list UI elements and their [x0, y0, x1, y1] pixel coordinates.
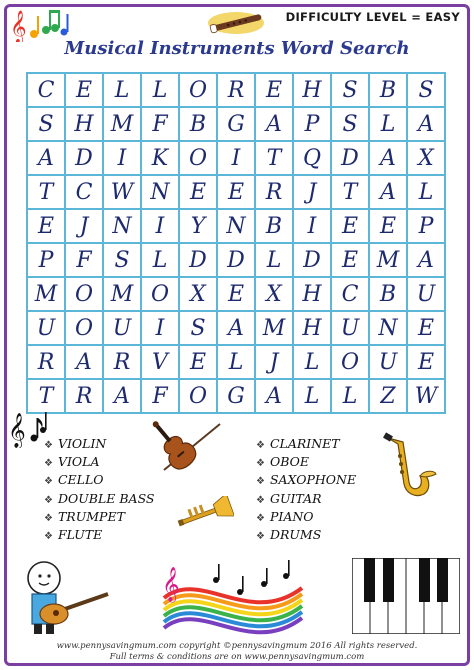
grid-cell[interactable]: X — [408, 142, 446, 176]
grid-cell[interactable]: R — [66, 380, 104, 414]
grid-cell[interactable]: L — [142, 244, 180, 278]
grid-cell[interactable]: C — [28, 74, 66, 108]
word-label: VIOLIN — [57, 436, 107, 451]
grid-cell[interactable]: I — [142, 210, 180, 244]
grid-cell[interactable]: L — [256, 244, 294, 278]
grid-cell[interactable]: M — [104, 108, 142, 142]
grid-cell[interactable]: H — [66, 108, 104, 142]
bullet-icon: ❖ — [256, 440, 265, 451]
svg-text:𝄞: 𝄞 — [8, 413, 26, 448]
grid-cell[interactable]: L — [294, 346, 332, 380]
violin-icon — [150, 420, 224, 486]
grid-cell[interactable]: N — [104, 210, 142, 244]
grid-cell[interactable]: B — [256, 210, 294, 244]
grid-cell[interactable]: L — [332, 380, 370, 414]
grid-cell[interactable]: W — [104, 176, 142, 210]
grid-cell[interactable]: E — [218, 176, 256, 210]
grid-cell[interactable]: W — [408, 380, 446, 414]
bullet-icon: ❖ — [256, 458, 265, 470]
grid-cell[interactable]: E — [218, 278, 256, 312]
word-list-item — [256, 436, 356, 454]
page-title: Musical Instruments Word Search — [64, 38, 410, 59]
word-label: VIOLA — [57, 454, 100, 470]
grid-cell[interactable]: D — [180, 244, 218, 278]
grid-cell[interactable]: Q — [294, 142, 332, 176]
grid-cell[interactable]: X — [256, 278, 294, 312]
difficulty-label: DIFFICULTY LEVEL = EASY — [285, 10, 460, 24]
grid-cell[interactable]: T — [332, 176, 370, 210]
word-label: CELLO — [57, 472, 104, 488]
word-search-grid — [26, 72, 446, 414]
word-list-item — [44, 472, 154, 490]
word-list-item — [256, 527, 356, 545]
grid-cell[interactable]: R — [28, 346, 66, 380]
grid-cell[interactable]: S — [408, 74, 446, 108]
word-list-item — [256, 509, 356, 527]
bullet-icon: ❖ — [44, 531, 53, 543]
grid-cell[interactable]: Z — [370, 380, 408, 414]
grid-cell[interactable]: N — [218, 210, 256, 244]
grid-cell[interactable]: A — [256, 108, 294, 142]
grid-cell[interactable]: E — [408, 346, 446, 380]
grid-cell[interactable]: A — [218, 312, 256, 346]
word-list-left — [44, 436, 154, 545]
grid-cell[interactable]: A — [66, 346, 104, 380]
grid-cell[interactable]: A — [370, 176, 408, 210]
grid-cell[interactable]: I — [218, 142, 256, 176]
grid-cell[interactable]: S — [332, 74, 370, 108]
grid-cell[interactable]: B — [370, 278, 408, 312]
word-label: CLARINET — [269, 436, 340, 451]
grid-cell[interactable]: P — [294, 108, 332, 142]
flute-icon — [204, 10, 268, 36]
grid-cell[interactable]: M — [370, 244, 408, 278]
trumpet-icon — [176, 496, 234, 532]
grid-cell[interactable]: G — [218, 380, 256, 414]
grid-cell[interactable]: O — [180, 142, 218, 176]
grid-cell[interactable]: O — [142, 278, 180, 312]
grid-cell[interactable]: U — [28, 312, 66, 346]
word-list-item — [256, 472, 356, 490]
word-list-item — [44, 491, 154, 509]
bullet-icon: ❖ — [256, 531, 265, 543]
grid-cell[interactable]: L — [408, 176, 446, 210]
grid-cell[interactable]: C — [66, 176, 104, 210]
grid-cell[interactable]: U — [408, 278, 446, 312]
grid-cell[interactable]: B — [180, 108, 218, 142]
grid-cell[interactable]: A — [370, 142, 408, 176]
footer-copyright: www.pennysavingmum.com copyright ©pennysavingmum 2016 All rights reserved. — [56, 641, 418, 651]
grid-cell[interactable]: B — [370, 74, 408, 108]
grid-cell[interactable]: P — [408, 210, 446, 244]
grid-cell[interactable]: I — [142, 312, 180, 346]
grid-cell[interactable]: E — [332, 210, 370, 244]
grid-cell[interactable]: L — [294, 380, 332, 414]
grid-cell[interactable]: U — [104, 312, 142, 346]
grid-cell[interactable]: O — [180, 380, 218, 414]
grid-cell[interactable]: T — [256, 142, 294, 176]
grid-cell[interactable]: N — [142, 176, 180, 210]
word-label: FLUTE — [57, 527, 103, 543]
word-list-item — [256, 491, 356, 509]
bullet-icon: ❖ — [44, 494, 53, 506]
grid-cell[interactable]: F — [66, 244, 104, 278]
grid-cell[interactable]: H — [294, 278, 332, 312]
footer — [0, 641, 474, 663]
grid-cell[interactable]: L — [218, 346, 256, 380]
grid-cell[interactable]: H — [294, 74, 332, 108]
grid-cell[interactable]: E — [180, 346, 218, 380]
grid-cell[interactable]: S — [332, 108, 370, 142]
grid-cell[interactable]: E — [256, 74, 294, 108]
grid-cell[interactable]: Y — [180, 210, 218, 244]
word-list-item — [256, 454, 356, 472]
bullet-icon: ❖ — [256, 494, 265, 506]
grid-cell[interactable]: D — [66, 142, 104, 176]
grid-cell[interactable]: H — [294, 312, 332, 346]
bullet-icon: ❖ — [256, 512, 265, 524]
grid-cell[interactable]: K — [142, 142, 180, 176]
grid-cell[interactable]: I — [104, 142, 142, 176]
grid-cell[interactable]: E — [408, 312, 446, 346]
word-label: GUITAR — [269, 490, 322, 506]
grid-cell[interactable]: D — [332, 142, 370, 176]
rainbow-staff-icon — [160, 558, 306, 636]
grid-cell[interactable]: V — [142, 346, 180, 380]
grid-cell[interactable]: S — [28, 108, 66, 142]
grid-cell[interactable]: G — [218, 108, 256, 142]
grid-cell[interactable]: O — [66, 312, 104, 346]
grid-cell[interactable]: A — [408, 108, 446, 142]
grid-cell[interactable]: S — [104, 244, 142, 278]
grid-cell[interactable]: A — [256, 380, 294, 414]
grid-cell[interactable]: L — [370, 108, 408, 142]
grid-cell[interactable]: E — [28, 210, 66, 244]
grid-cell[interactable]: U — [332, 312, 370, 346]
grid-cell[interactable]: I — [294, 210, 332, 244]
grid-cell[interactable]: T — [28, 380, 66, 414]
music-notes-icon — [10, 8, 70, 42]
svg-text:𝄞: 𝄞 — [162, 567, 180, 602]
footer-terms: Full terms & conditions are on www.pennysavingmum.com — [109, 652, 365, 662]
grid-cell[interactable]: M — [28, 278, 66, 312]
grid-cell[interactable]: L — [142, 74, 180, 108]
word-list-item — [44, 436, 154, 454]
grid-cell[interactable]: S — [180, 312, 218, 346]
grid-cell[interactable]: R — [104, 346, 142, 380]
bullet-icon: ❖ — [44, 512, 53, 524]
word-label: TRUMPET — [57, 508, 125, 524]
word-list-item — [44, 509, 154, 527]
word-label: OBOE — [269, 454, 310, 470]
grid-cell[interactable]: O — [332, 346, 370, 380]
grid-cell[interactable]: E — [180, 176, 218, 210]
grid-cell[interactable]: J — [294, 176, 332, 210]
word-label: PIANO — [269, 508, 314, 524]
grid-cell[interactable]: C — [332, 278, 370, 312]
svg-text:𝄞: 𝄞 — [10, 10, 27, 42]
grid-cell[interactable]: F — [142, 380, 180, 414]
saxophone-icon — [376, 432, 438, 508]
grid-cell[interactable]: M — [256, 312, 294, 346]
word-label: DRUMS — [269, 527, 322, 543]
bullet-icon: ❖ — [44, 440, 53, 451]
piano-keys-icon — [352, 558, 460, 634]
grid-cell[interactable]: F — [142, 108, 180, 142]
grid-cell[interactable]: N — [370, 312, 408, 346]
grid-cell[interactable]: J — [66, 210, 104, 244]
grid-cell[interactable]: T — [28, 176, 66, 210]
grid-cell[interactable]: P — [28, 244, 66, 278]
bullet-icon: ❖ — [44, 458, 53, 470]
grid-cell[interactable]: A — [408, 244, 446, 278]
grid-cell[interactable]: A — [104, 380, 142, 414]
treble-clef-icon — [8, 408, 48, 448]
grid-cell[interactable]: E — [66, 74, 104, 108]
grid-cell[interactable]: O — [66, 278, 104, 312]
bullet-icon: ❖ — [256, 476, 265, 488]
grid-cell[interactable]: U — [370, 346, 408, 380]
bullet-icon: ❖ — [44, 476, 53, 488]
word-label: DOUBLE BASS — [57, 490, 155, 506]
word-list-right — [256, 436, 356, 545]
grid-cell[interactable]: X — [180, 278, 218, 312]
grid-cell[interactable]: D — [218, 244, 256, 278]
grid-cell[interactable]: R — [256, 176, 294, 210]
grid-cell[interactable]: E — [332, 244, 370, 278]
grid-cell[interactable]: A — [28, 142, 66, 176]
word-list-item — [44, 454, 154, 472]
guitar-player-icon — [12, 558, 112, 638]
grid-cell[interactable]: L — [104, 74, 142, 108]
grid-cell[interactable]: M — [104, 278, 142, 312]
grid-cell[interactable]: O — [180, 74, 218, 108]
word-label: SAXOPHONE — [269, 472, 357, 488]
word-list-item — [44, 527, 154, 545]
grid-cell[interactable]: J — [256, 346, 294, 380]
grid-cell[interactable]: E — [370, 210, 408, 244]
grid-cell[interactable]: R — [218, 74, 256, 108]
grid-cell[interactable]: D — [294, 244, 332, 278]
